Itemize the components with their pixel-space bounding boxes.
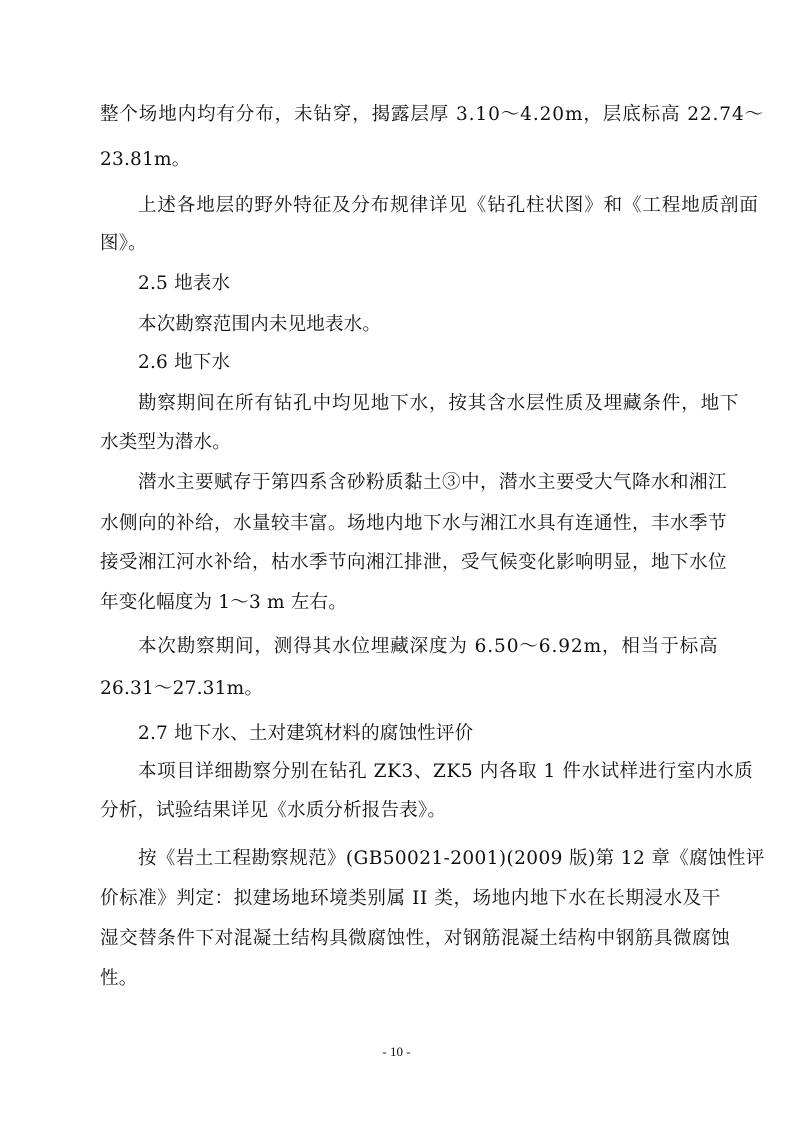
text-line: 性。	[100, 968, 138, 989]
text-line: 23.81m。	[100, 149, 191, 170]
text-line: 按《岩土工程勘察规范》(GB50021-2001)(2009 版)第 12 章《腐蚀性评	[138, 848, 765, 869]
text-line: 本项目详细勘察分别在钻孔 ZK3、ZK5 内各取 1 件水试样进行室内水质	[138, 761, 754, 782]
text-line: 价标准》判定：拟建场地环境类别属 II 类，场地内地下水在长期浸水及干	[100, 888, 721, 909]
text-line: 水类型为潜水。	[100, 432, 231, 453]
text-line: 潜水主要赋存于第四系含砂粉质黏土③中，潜水主要受大气降水和湘江	[138, 472, 728, 493]
text-line: 接受湘江河水补给，枯水季节向湘江排泄，受气候变化影响明显，地下水位	[100, 552, 728, 573]
text-line: 分析，试验结果详见《水质分析报告表》。	[100, 800, 447, 821]
text-line: 上述各地层的野外特征及分布规律详见《钻孔柱状图》和《工程地质剖面	[138, 195, 759, 216]
text-line: 图》。	[100, 233, 147, 254]
text-line: 整个场地内均有分布，未钻穿，揭露层厚 3.10～4.20m，层底标高 22.74～	[100, 104, 765, 125]
text-line: 湿交替条件下对混凝土结构具微腐蚀性，对钢筋混凝土结构中钢筋具微腐蚀	[100, 928, 731, 949]
page-number: - 10 -	[382, 1044, 411, 1059]
text-line: 水侧向的补给，水量较丰富。场地内地下水与湘江水具有连通性，丰水季节	[100, 513, 728, 534]
section-heading: 2.7 地下水、土对建筑材料的腐蚀性评价	[138, 723, 474, 744]
text-line: 勘察期间在所有钻孔中均见地下水，按其含水层性质及埋藏条件，地下	[138, 393, 740, 414]
text-line: 年变化幅度为 1～3 m 左右。	[100, 592, 347, 613]
section-heading: 2.6 地下水	[138, 352, 231, 373]
text-line: 本次勘察期间，测得其水位埋藏深度为 6.50～6.92m，相当于标高	[138, 636, 719, 657]
text-line: 26.31～27.31m。	[100, 678, 264, 699]
section-heading: 2.5 地表水	[138, 273, 231, 294]
text-line: 本次勘察范围内未见地表水。	[138, 314, 382, 335]
